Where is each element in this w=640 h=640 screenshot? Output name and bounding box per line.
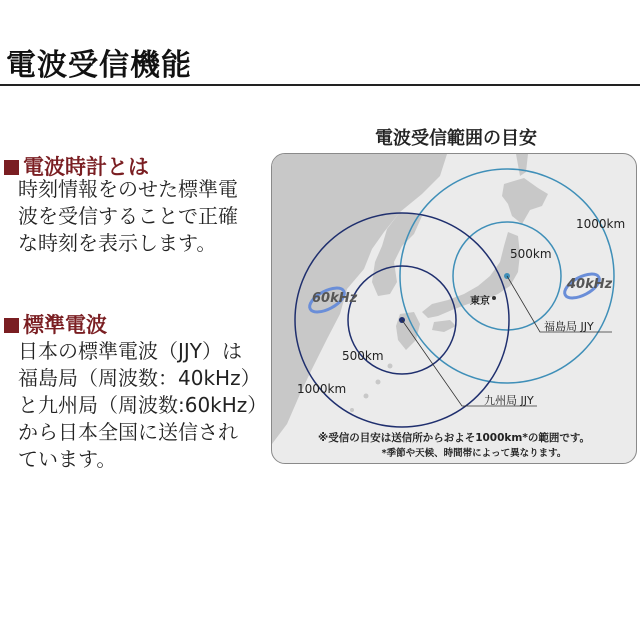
square-bullet-icon: [4, 160, 19, 175]
square-bullet-icon: [4, 318, 19, 333]
label-east-1000km: 1000km: [576, 217, 626, 231]
section-body-standard-wave: 日本の標準電波（JJY）は 福島局（周波数：40kHz） と九州局（周波数:60kHz） から日本全国に送信され ています。: [18, 339, 268, 471]
land-mainland-asia: [272, 154, 447, 444]
label-kyushu-station: 九州局 JJY: [484, 394, 534, 407]
land-ryukyu-1: [388, 364, 393, 369]
land-ryukyu-2: [376, 380, 381, 385]
page-title: 電波受信機能: [6, 48, 192, 83]
land-shikoku: [432, 320, 456, 332]
title-divider: [0, 84, 640, 86]
label-60khz: 60kHz: [312, 291, 358, 306]
land-ryukyu-4: [350, 408, 354, 412]
map-svg: [272, 154, 636, 463]
map-caption: 電波受信範囲の目安: [375, 128, 537, 149]
map-note-range: ※受信の目安は送信所からおよそ1000km*の範囲です。: [317, 432, 590, 444]
label-40khz: 40kHz: [567, 277, 613, 292]
section-heading-text: 標準電波: [23, 313, 107, 337]
land-sakhalin: [516, 154, 528, 176]
label-east-500km: 500km: [510, 247, 552, 261]
label-west-1000km: 1000km: [297, 382, 347, 396]
land-ryukyu-3: [364, 394, 369, 399]
label-fukushima-station: 福島局 JJY: [544, 320, 594, 333]
section-heading-text: 電波時計とは: [23, 155, 149, 179]
reception-range-map: [271, 153, 637, 464]
section-heading-standard-wave: [4, 309, 107, 339]
tokyo-marker: [492, 296, 496, 300]
section-body-radio-clock: 時刻情報をのせた標準電 波を受信することで正確 な時刻を表示します。: [18, 177, 238, 255]
land-hokkaido: [502, 178, 548, 224]
map-note-conditions: *季節や天候、時間帯によって異なります。: [381, 448, 567, 459]
label-west-500km: 500km: [342, 349, 384, 363]
label-tokyo: 東京: [470, 296, 490, 307]
